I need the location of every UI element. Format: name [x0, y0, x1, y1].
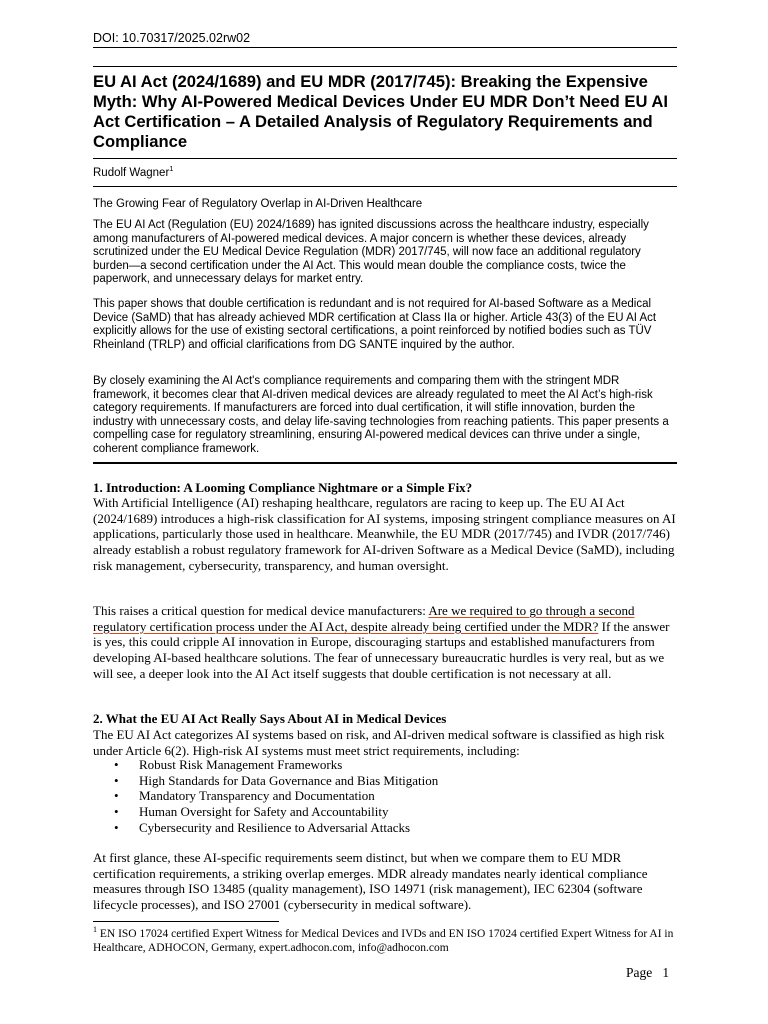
- highlighted-question: Are we required to go through a second regulatory certification process under the AI Act, despite already being certified under the MDR?: [93, 603, 635, 634]
- header-rule: [93, 47, 677, 48]
- paper-title: EU AI Act (2024/1689) and EU MDR (2017/745): Breaking the Expensive Myth: Why AI-Powered Medical Devices Under EU MDR Don’t Need EU AI Act Certification – A Detailed Analysis of Regulatory Requirements and Compliance: [93, 72, 669, 151]
- section-1-heading: 1. Introduction: A Looming Compliance Nightmare or a Simple Fix?: [93, 480, 473, 495]
- list-item: [93, 804, 677, 820]
- abstract-heading: The Growing Fear of Regulatory Overlap in AI-Driven Healthcare: [93, 198, 423, 210]
- title-top-rule: [93, 66, 677, 67]
- list-item: [93, 773, 677, 789]
- page-label: Page: [626, 965, 653, 980]
- page-number: [626, 965, 669, 981]
- author-line: [93, 166, 173, 180]
- bullet-glyph: •: [114, 788, 119, 804]
- list-item: [93, 820, 677, 836]
- footnote-text: EN ISO 17024 certified Expert Witness for Medical Devices and IVDs and EN ISO 17024 certified Expert Witness for AI in Healthcare, ADHOCON, Germany, expert.adhocon.com, info@adhocon.com: [93, 928, 674, 954]
- abstract-end-rule: [93, 462, 677, 464]
- section-1-paragraph-1: With Artificial Intelligence (AI) reshaping healthcare, regulators are racing to keep up. The EU AI Act (2024/1689) introduces a high-risk classification for AI systems, imposing stringent compliance measures on AI applications, particularly those used in healthcare. Meanwhile, the EU MDR (2017/745) and IVDR (2017/746) already establish a robust regulatory framework for AI-driven Software as a Medical Device (SaMD), including risk management, cybersecurity, transparency, and human oversight.: [93, 495, 676, 573]
- section-2-intro: The EU AI Act categorizes AI systems based on risk, and AI-driven medical software is classified as high risk under Article 6(2). High-risk AI systems must meet strict requirements, including:: [93, 727, 665, 758]
- bullet-glyph: •: [114, 757, 119, 772]
- footnote-mark: 1: [93, 925, 97, 935]
- list-item: [93, 757, 677, 773]
- list-item-text: Human Oversight for Safety and Accountability: [139, 804, 389, 820]
- abstract-paragraph: The EU AI Act (Regulation (EU) 2024/1689) has ignited discussions across the healthcare industry, especially among manufacturers of AI-powered medical devices. A major concern is whether these devices, already scrutinized under the EU Medical Device Regulation (MDR) 2017/745, will now face an additional regulatory burden—a second certification under the AI Act. This would mean double the compliance costs, twice the paperwork, and unnecessary delays for market entry.: [93, 219, 649, 285]
- section-2-paragraph: At first glance, these AI-specific requirements seem distinct, but when we compare them to EU MDR certification requirements, a striking overlap emerges. MDR already mandates nearly identical compliance measures through ISO 13485 (quality management), ISO 14971 (risk management), IEC 62304 (software lifecycle processes), and ISO 27001 (cybersecurity in medical software).: [93, 850, 648, 913]
- author-footnote-mark: 1: [169, 164, 174, 174]
- paragraph-text: If the answer is yes, this could cripple AI innovation in Europe, discouraging startups and established manufacturers from developing AI-based healthcare solutions. The fear of unnecessary bureaucratic hurdles is very real, but as we will see, a deeper look into the AI Act itself suggests that double certification is not necessary at all.: [93, 618, 670, 681]
- list-item-text: Robust Risk Management Frameworks: [139, 757, 343, 772]
- list-item: [93, 788, 677, 804]
- section-2-heading: 2. What the EU AI Act Really Says About AI in Medical Devices: [93, 711, 447, 726]
- requirements-list: [93, 757, 677, 836]
- abstract-paragraph: By closely examining the AI Act's compliance requirements and comparing them with the stringent MDR framework, it becomes clear that AI-driven medical devices are already regulated to meet the AI Act’s high-risk category requirements. If manufacturers are forced into dual certification, it will stifle innovation, burden the industry with unnecessary costs, and delay life-saving technologies from reaching patients. This paper presents a compelling case for regulatory streamlining, ensuring AI-powered medical devices can thrive under a single, coherent compliance framework.: [93, 375, 669, 455]
- paragraph-text: This raises a critical question for medical device manufacturers:: [93, 603, 429, 618]
- abstract-paragraph: This paper shows that double certification is redundant and is not required for AI-based Software as a Medical Device (SaMD) that has already achieved MDR certification at Class IIa or higher. Article 43(3) of the EU AI Act explicitly allows for the use of existing sectoral certifications, a point reinforced by notified bodies such as TÜV Rheinland (TRLP) and official clarifications from DG SANTE inquired by the author.: [93, 298, 657, 351]
- bullet-glyph: •: [114, 804, 119, 820]
- bullet-glyph: •: [114, 772, 119, 788]
- page-number-value: 1: [662, 965, 670, 980]
- title-bottom-rule: [93, 158, 677, 159]
- bullet-glyph: •: [114, 819, 119, 835]
- list-item-text: Mandatory Transparency and Documentation: [139, 788, 375, 804]
- section-1-paragraph-2: [93, 603, 677, 682]
- footnote: [93, 927, 677, 955]
- author-name: Rudolf Wagner: [93, 167, 170, 179]
- author-rule: [93, 186, 677, 187]
- doi-line: DOI: 10.70317/2025.02rw02: [93, 31, 251, 45]
- footnote-separator: [93, 921, 279, 922]
- list-item-text: High Standards for Data Governance and Bias Mitigation: [139, 772, 439, 788]
- list-item-text: Cybersecurity and Resilience to Adversarial Attacks: [139, 819, 411, 835]
